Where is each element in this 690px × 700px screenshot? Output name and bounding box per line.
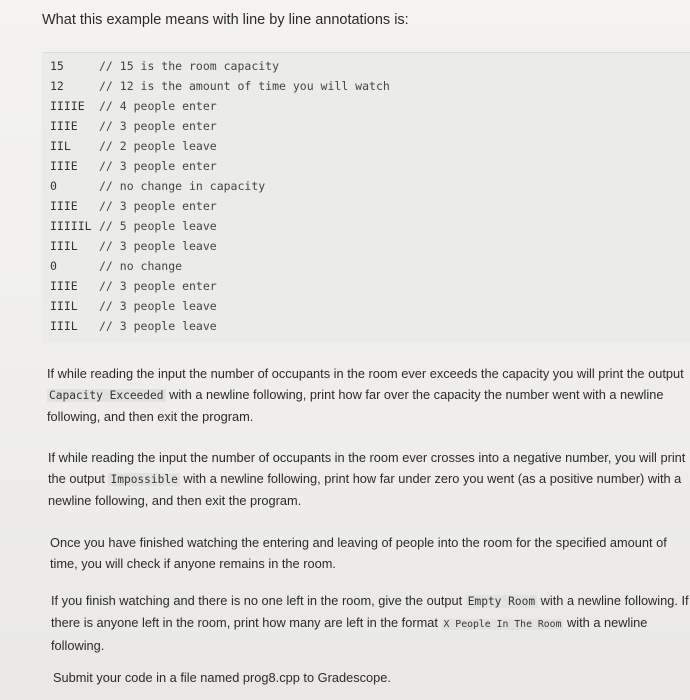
capacity-exceeded-paragraph xyxy=(47,363,687,427)
code-input: IIIIIL xyxy=(50,219,92,233)
code-input: IIIL xyxy=(50,299,78,313)
paragraph-text: with a newline following. If there is anyone left in the room, print how many are left in the format xyxy=(51,593,689,630)
code-input: IIIL xyxy=(50,319,78,333)
code-line xyxy=(50,279,217,297)
code-input: 0 xyxy=(50,179,57,193)
code-line xyxy=(50,219,217,237)
code-input: IIIL xyxy=(50,239,78,253)
code-comment: // 12 is the amount of time you will watch xyxy=(99,79,390,93)
code-line xyxy=(50,159,217,177)
remaining-check-paragraph: Once you have finished watching the entering and leaving of people into the room for the specified amount of time, you will check if anyone remains in the room. xyxy=(50,535,667,571)
code-comment: // 5 people leave xyxy=(99,219,217,233)
code-line xyxy=(50,99,217,117)
inline-code: Capacity Exceeded xyxy=(49,389,164,402)
code-comment: // 15 is the room capacity xyxy=(99,59,280,73)
code-comment: // 3 people leave xyxy=(99,299,217,313)
paragraph-text: If while reading the input the number of occupants in the room ever crosses into a negative number, you will print the output xyxy=(48,450,686,486)
paragraph-text: with a newline following. xyxy=(51,615,648,653)
code-comment: // 3 people enter xyxy=(99,119,217,133)
code-input: IIIE xyxy=(50,279,78,293)
submission-paragraph: Submit your code in a file named prog8.cpp to Gradescope. xyxy=(53,670,391,685)
code-comment: // 3 people leave xyxy=(99,239,217,253)
empty-room-paragraph xyxy=(51,590,690,656)
paragraph-text: If while reading the input the number of occupants in the room ever exceeds the capacity you will print the output xyxy=(47,366,684,381)
code-comment: // no change xyxy=(99,259,183,273)
inline-code: Impossible xyxy=(110,473,178,486)
code-comment: // 3 people leave xyxy=(99,319,217,333)
code-line xyxy=(50,239,217,257)
code-input: IIIE xyxy=(50,119,78,133)
code-input: IIIE xyxy=(50,159,78,173)
code-comment: // 3 people enter xyxy=(99,279,217,293)
code-line xyxy=(50,259,182,277)
code-comment: // 2 people leave xyxy=(99,139,217,153)
code-input: 0 xyxy=(50,259,57,273)
code-line xyxy=(50,79,390,97)
code-line xyxy=(50,199,217,217)
example-heading: What this example means with line by line annotations is: xyxy=(42,12,409,28)
code-line xyxy=(50,299,217,317)
code-input: IIL xyxy=(50,139,71,153)
code-line xyxy=(50,119,217,137)
impossible-paragraph xyxy=(48,447,688,511)
code-input: IIIE xyxy=(50,199,78,213)
inline-code: Empty Room xyxy=(467,595,536,608)
paragraph-text: with a newline following, print how far over the capacity the number went with a newline following, and then exit the program. xyxy=(47,387,664,424)
code-example-block xyxy=(42,52,690,343)
code-comment: // no change in capacity xyxy=(99,179,266,193)
code-line xyxy=(50,139,217,157)
code-input: IIIIE xyxy=(50,99,85,113)
paragraph-text: If you finish watching and there is no one left in the room, give the output xyxy=(51,593,466,608)
inline-code: X People In The Room xyxy=(443,619,562,630)
code-comment: // 3 people enter xyxy=(99,199,217,213)
code-line xyxy=(50,319,217,337)
paragraph-text: with a newline following, print how far under zero you went (as a positive number) with a newline following, and then exit the program. xyxy=(48,471,682,508)
code-input: 12 xyxy=(50,79,64,93)
code-comment: // 3 people enter xyxy=(99,159,217,173)
code-comment: // 4 people enter xyxy=(99,99,217,113)
code-line xyxy=(50,179,265,197)
code-input: 15 xyxy=(50,59,64,73)
code-line xyxy=(50,59,279,77)
